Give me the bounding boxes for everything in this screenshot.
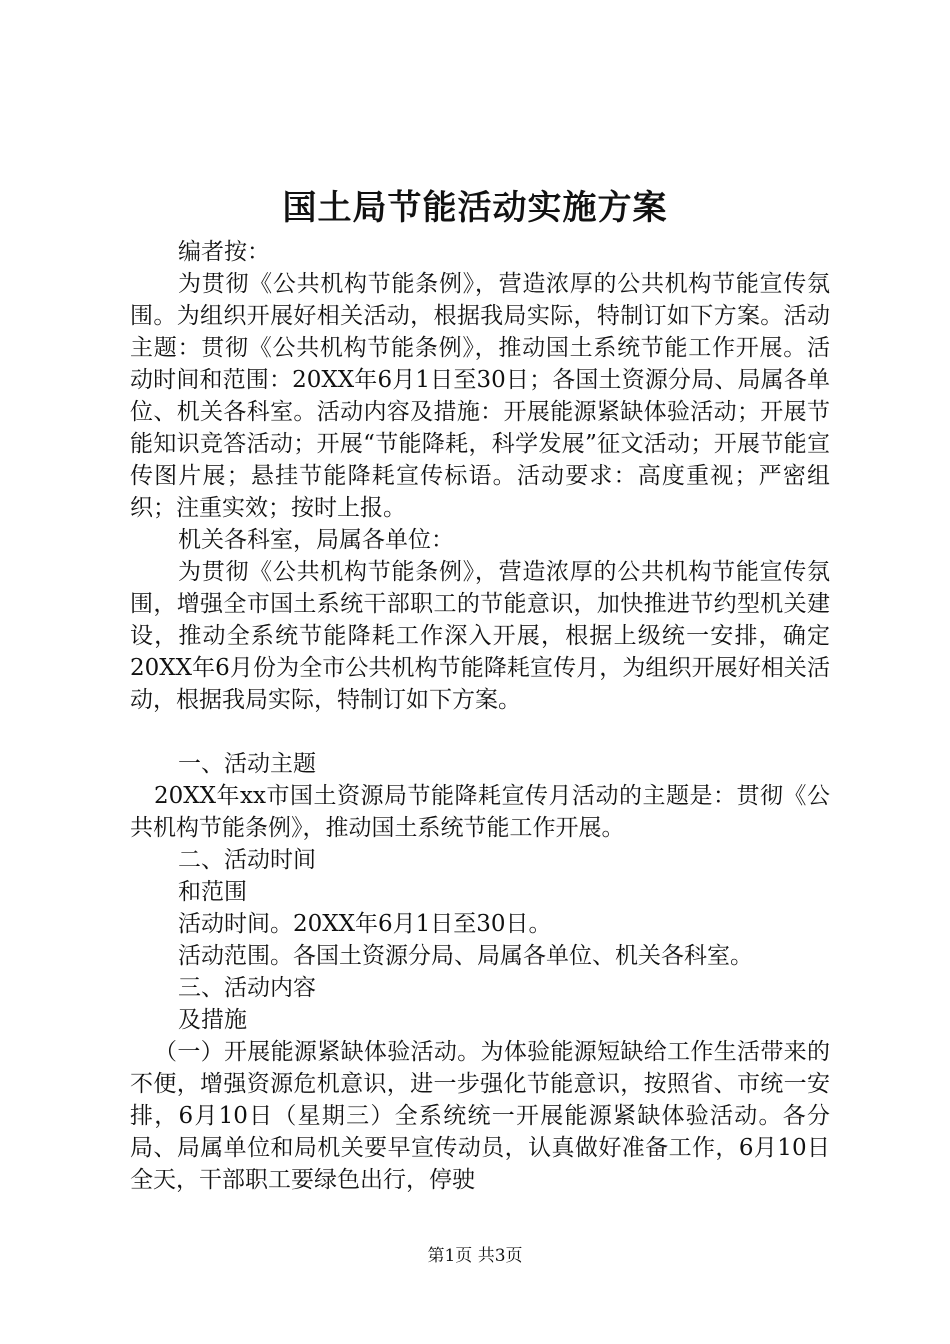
- section-2-scope: 活动范围。各国土资源分局、局属各单位、机关各科室。: [178, 943, 753, 969]
- salutation: 机关各科室，局属各单位：: [178, 527, 454, 553]
- section-heading-3: 三、活动内容: [178, 975, 316, 1001]
- section-1-paragraph: 20XX年xx市国土资源局节能降耗宣传月活动的主题是：贯彻《公共机构节能条例》，推动国土系统节能工作开展。: [130, 783, 830, 841]
- editor-note-paragraph: 为贯彻《公共机构节能条例》，营造浓厚的公共机构节能宣传氛围。为组织开展好相关活动，根据我局实际，特制订如下方案。活动主题：贯彻《公共机构节能条例》，推动国土系统节能工作开展。活动时间和范围：20XX年6月1日至30日；各国土资源分局、局属各单位、机关各科室。活动内容及措施：开展能源紧缺体验活动；开展节能知识竞答活动；开展“节能降耗，科学发展”征文活动；开展节能宣传图片展；悬挂节能降耗宣传标语。活动要求：高度重视；严密组织；注重实效；按时上报。: [130, 271, 830, 521]
- editor-note-label: 编者按：: [178, 239, 270, 265]
- section-heading-2-cont: 和范围: [178, 879, 247, 905]
- paragraph-gap: [130, 716, 830, 748]
- intro-paragraph: 为贯彻《公共机构节能条例》，营造浓厚的公共机构节能宣传氛围，增强全市国土系统干部职工的节能意识，加快推进节约型机关建设，推动全系统节能降耗工作深入开展，根据上级统一安排，确定20XX年6月份为全市公共机构节能降耗宣传月，为组织开展好相关活动，根据我局实际，特制订如下方案。: [130, 559, 830, 713]
- document-body: [130, 236, 830, 1196]
- section-3-item-1: （一）开展能源紧缺体验活动。为体验能源短缺给工作生活带来的不便，增强资源危机意识，进一步强化节能意识，按照省、市统一安排，6月10日（星期三）全系统统一开展能源紧缺体验活动。各分局、局属单位和局机关要早宣传动员，认真做好准备工作，6月10日全天，干部职工要绿色出行，停驶: [130, 1039, 830, 1193]
- section-heading-2: 二、活动时间: [178, 847, 316, 873]
- page-footer: 第1页 共3页: [427, 1246, 523, 1266]
- section-heading-1: 一、活动主题: [178, 751, 316, 777]
- section-heading-3-cont: 及措施: [178, 1007, 247, 1033]
- document-title: 国土局节能活动实施方案: [282, 188, 668, 228]
- section-2-time: 活动时间。20XX年6月1日至30日。: [178, 911, 552, 937]
